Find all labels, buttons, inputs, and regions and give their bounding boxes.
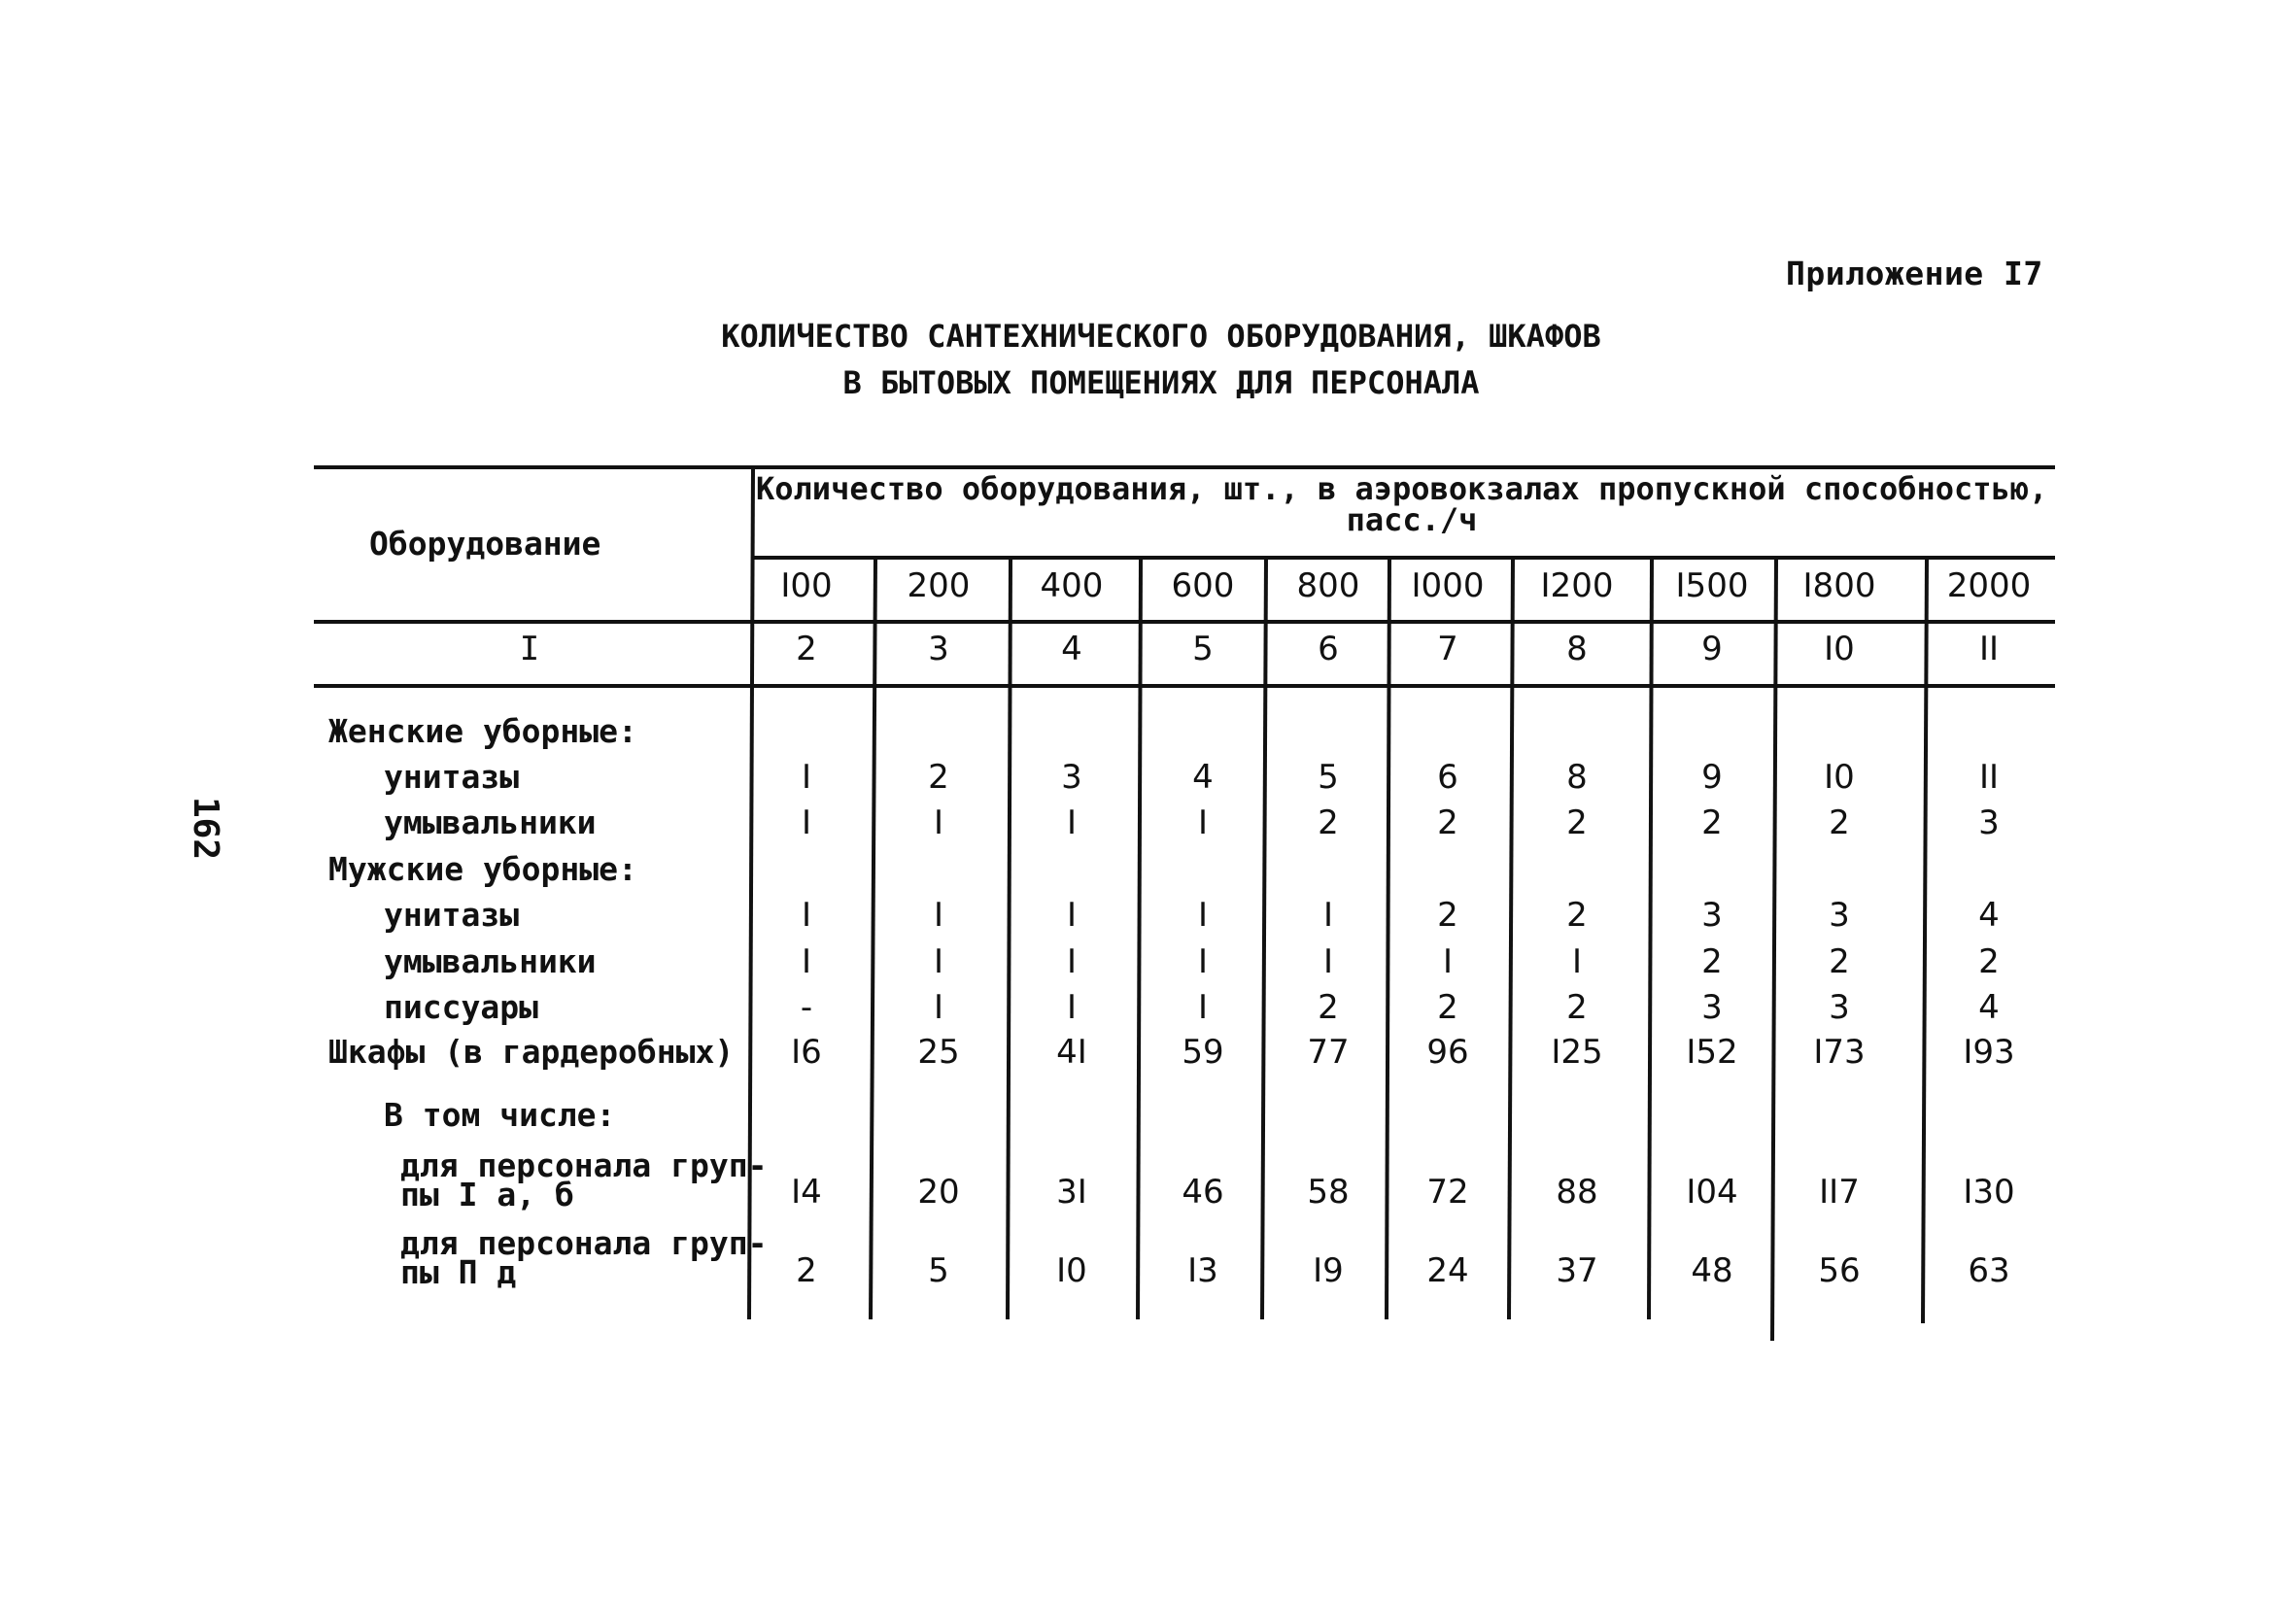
column-number-cell: 5	[1192, 630, 1214, 668]
row-label: умывальники	[384, 942, 597, 980]
table-cell: I25	[1551, 1033, 1603, 1072]
table-cell: I73	[1813, 1033, 1866, 1072]
capacity-cell: I200	[1540, 566, 1614, 605]
row-label: унитазы	[384, 758, 520, 796]
column-number-cell: 3	[928, 630, 949, 668]
table-cell: 4	[1192, 758, 1214, 797]
table-cell: I	[1322, 896, 1334, 935]
column-number-cell: I0	[1824, 630, 1855, 668]
table-cell: I	[801, 896, 812, 935]
table-cell: II7	[1819, 1173, 1860, 1212]
appendix-label: Приложение I7	[1786, 255, 2043, 292]
table-cell: I	[1066, 803, 1078, 842]
table-cell: 3	[1978, 803, 2000, 842]
capacity-cell: 2000	[1946, 566, 2032, 605]
row-label: Мужские уборные:	[328, 850, 637, 888]
table-cell: 2	[1566, 803, 1588, 842]
row-label-line-1: для персонала груп-	[400, 1224, 768, 1262]
table-cell: 3	[1061, 758, 1082, 797]
capacity-cell: 600	[1171, 566, 1235, 605]
table-cell: 2	[1829, 803, 1850, 842]
table-cell: 3I	[1056, 1173, 1087, 1212]
table-cell: I	[933, 803, 944, 842]
column-number-cell: 2	[796, 630, 817, 668]
table-cell: I	[1442, 942, 1454, 981]
table-cell: 96	[1426, 1033, 1469, 1072]
table-cell: 6	[1437, 758, 1458, 797]
table-cell: 2	[1318, 988, 1339, 1027]
table-cell: I04	[1686, 1173, 1738, 1212]
table-cell: I	[801, 942, 812, 981]
table-cell: 9	[1701, 758, 1723, 797]
capacity-cell: 800	[1296, 566, 1360, 605]
table-cell: 4	[1978, 988, 2000, 1027]
table-cell: I	[1066, 896, 1078, 935]
row-label	[400, 1224, 768, 1291]
document-title-line-2: В БЫТОВЫХ ПОМЕЩЕНИЯХ ДЛЯ ПЕРСОНАЛА	[842, 364, 1480, 401]
capacity-header-line-1: Количество оборудования, шт., в аэровокзалах пропускной способностью,	[756, 470, 2048, 507]
table-cell: 5	[928, 1251, 949, 1290]
table-cell: I	[1066, 988, 1078, 1027]
table-cell: I0	[1056, 1251, 1087, 1290]
table-cell: I	[801, 758, 812, 797]
table-cell: 5	[1318, 758, 1339, 797]
column-number-cell: 9	[1701, 630, 1723, 668]
column-number-cell: 7	[1437, 630, 1458, 668]
row-label-line-2: пы П д	[400, 1253, 517, 1291]
table-cell: I	[801, 803, 812, 842]
table-cell: I3	[1187, 1251, 1218, 1290]
column-number-cell: 6	[1318, 630, 1339, 668]
capacity-cell: 200	[907, 566, 971, 605]
column-number-cell: 8	[1566, 630, 1588, 668]
table-cell: I	[1322, 942, 1334, 981]
table-cell: 88	[1556, 1173, 1598, 1212]
page-number: 162	[186, 797, 225, 861]
table-cell: 46	[1182, 1173, 1224, 1212]
table-cell: 72	[1426, 1173, 1469, 1212]
row-label: Шкафы (в гардеробных)	[328, 1033, 735, 1071]
capacity-header-line-2: пасс./ч	[1346, 501, 1478, 538]
table-cell: 4	[1978, 896, 2000, 935]
table-cell: 2	[928, 758, 949, 797]
table-cell: 2	[1437, 896, 1458, 935]
column-number-cell: II	[1978, 630, 2000, 668]
table-cell: 2	[1701, 803, 1723, 842]
table-cell: -	[800, 988, 813, 1027]
table-cell: 48	[1691, 1251, 1733, 1290]
table-cell: 56	[1818, 1251, 1861, 1290]
table-cell: I0	[1824, 758, 1855, 797]
row-label-line-2: пы I а, б	[400, 1176, 574, 1213]
table-cell: 2	[1978, 942, 2000, 981]
table-cell: 2	[796, 1251, 817, 1290]
table-cell: 4I	[1056, 1033, 1087, 1072]
column-number-cell: 4	[1061, 630, 1082, 668]
table-cell: I	[1197, 803, 1209, 842]
table-cell: 25	[917, 1033, 960, 1072]
table-cell: I52	[1686, 1033, 1738, 1072]
table-cell: I6	[791, 1033, 822, 1072]
equipment-column-header: Оборудование	[369, 525, 601, 563]
column-number-cell: I	[519, 630, 540, 668]
table-cell: 8	[1566, 758, 1588, 797]
table-cell: I	[933, 942, 944, 981]
table-cell: 2	[1566, 988, 1588, 1027]
table-cell: I	[1197, 942, 1209, 981]
table-cell: 63	[1968, 1251, 2010, 1290]
table-cell: 2	[1566, 896, 1588, 935]
row-label: умывальники	[384, 803, 597, 841]
table-cell: 37	[1556, 1251, 1598, 1290]
table-cell: 24	[1426, 1251, 1469, 1290]
table-cell: I	[1066, 942, 1078, 981]
table-cell: I9	[1313, 1251, 1344, 1290]
table-cell: II	[1978, 758, 2000, 797]
table-cell: I4	[791, 1173, 822, 1212]
table-cell: I93	[1963, 1033, 2015, 1072]
table-cell: 3	[1829, 988, 1850, 1027]
table-cell: 2	[1437, 988, 1458, 1027]
row-label: В том числе:	[384, 1096, 616, 1134]
table-cell: 20	[917, 1173, 960, 1212]
table-cell: I	[1571, 942, 1583, 981]
row-label	[400, 1146, 768, 1213]
capacity-cell: I500	[1675, 566, 1749, 605]
table-cell: 3	[1701, 896, 1723, 935]
table-cell: 2	[1318, 803, 1339, 842]
row-label: писсуары	[384, 988, 538, 1026]
capacity-cell: I000	[1411, 566, 1485, 605]
table-cell: 3	[1701, 988, 1723, 1027]
table-cell: 3	[1829, 896, 1850, 935]
table-cell: 2	[1437, 803, 1458, 842]
table-cell: I	[933, 896, 944, 935]
table-cell: 59	[1182, 1033, 1224, 1072]
row-label: унитазы	[384, 896, 520, 934]
table-cell: 58	[1307, 1173, 1350, 1212]
table-cell: I	[1197, 988, 1209, 1027]
document-title-line-1: КОЛИЧЕСТВО САНТЕХНИЧЕСКОГО ОБОРУДОВАНИЯ, ШКАФОВ	[721, 318, 1601, 355]
table-cell: I30	[1963, 1173, 2015, 1212]
capacity-cell: 400	[1040, 566, 1104, 605]
table-cell: 2	[1829, 942, 1850, 981]
capacity-cell: I800	[1802, 566, 1876, 605]
capacity-cell: I00	[780, 566, 833, 605]
table-cell: I	[1197, 896, 1209, 935]
table-cell: 77	[1307, 1033, 1350, 1072]
row-label: Женские уборные:	[328, 712, 637, 750]
table-cell: 2	[1701, 942, 1723, 981]
table-cell: I	[933, 988, 944, 1027]
capacity-header	[756, 470, 2068, 538]
row-label-line-1: для персонала груп-	[400, 1146, 768, 1184]
